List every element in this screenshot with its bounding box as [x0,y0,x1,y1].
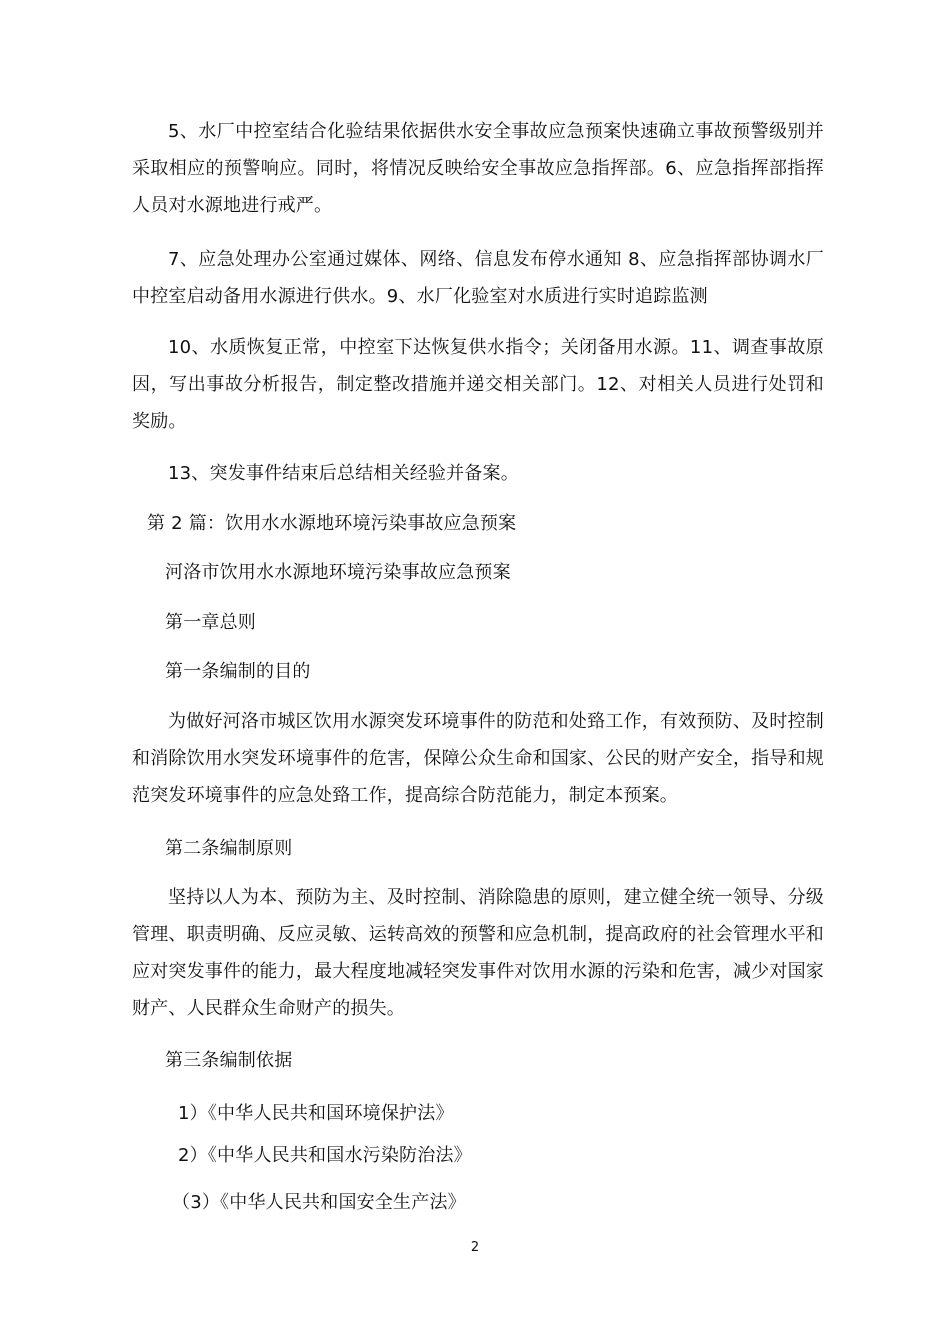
paragraph-item-7-9: 7、应急处理办公室通过媒体、网络、信息发布停水通知 8、应急指挥部协调水厂中控室启动备用水源进行供水。9、水厂化验室对水质进行实时追踪监测 [132,249,824,307]
paragraph-item-5-6: 5、水厂中控室结合化验结果依据供水安全事故应急预案快速确立事故预警级别并采取相应的预警响应。同时，将情况反映给安全事故应急指挥部。6、应急指挥部指挥人员对水源地进行戒严。 [132,121,824,216]
section-title: 第 2 篇：饮用水水源地环境污染事故应急预案 [147,513,517,534]
article-1-heading: 第一条编制的目的 [165,661,311,682]
basis-item-1: 1）《中华人民共和国环境保护法》 [178,1103,454,1124]
article-2-body: 坚持以人为本、预防为主、及时控制、消除隐患的原则，建立健全统一领导、分级管理、职责明确、反应灵敏、运转高效的预警和应急机制，提高政府的社会管理水平和应对突发事件的能力，最大程度地减轻突发事件对饮用水源的污染和危害，减少对国家财产、人民群众生命财产的损失。 [132,887,824,1019]
page-number: 2 [470,1240,480,1255]
paragraph-item-10-12: 10、水质恢复正常，中控室下达恢复供水指令；关闭备用水源。11、调查事故原因，写出事故分析报告，制定整改措施并递交相关部门。12、对相关人员进行处罚和奖励。 [132,337,824,432]
document-title: 河洛市饮用水水源地环境污染事故应急预案 [165,562,511,583]
article-3-heading: 第三条编制依据 [165,1050,293,1071]
paragraph-item-13: 13、突发事件结束后总结相关经验并备案。 [168,463,519,484]
article-1-body: 为做好河洛市城区饮用水源突发环境事件的防范和处臵工作，有效预防、及时控制和消除饮用水突发环境事件的危害，保障公众生命和国家、公民的财产安全，指导和规范突发环境事件的应急处臵工作，提高综合防范能力，制定本预案。 [132,711,824,806]
chapter-heading: 第一章总则 [165,612,256,633]
article-2-heading: 第二条编制原则 [165,838,293,859]
basis-item-3: （3）《中华人民共和国安全生产法》 [172,1192,466,1213]
basis-item-2: 2）《中华人民共和国水污染防治法》 [178,1145,472,1166]
